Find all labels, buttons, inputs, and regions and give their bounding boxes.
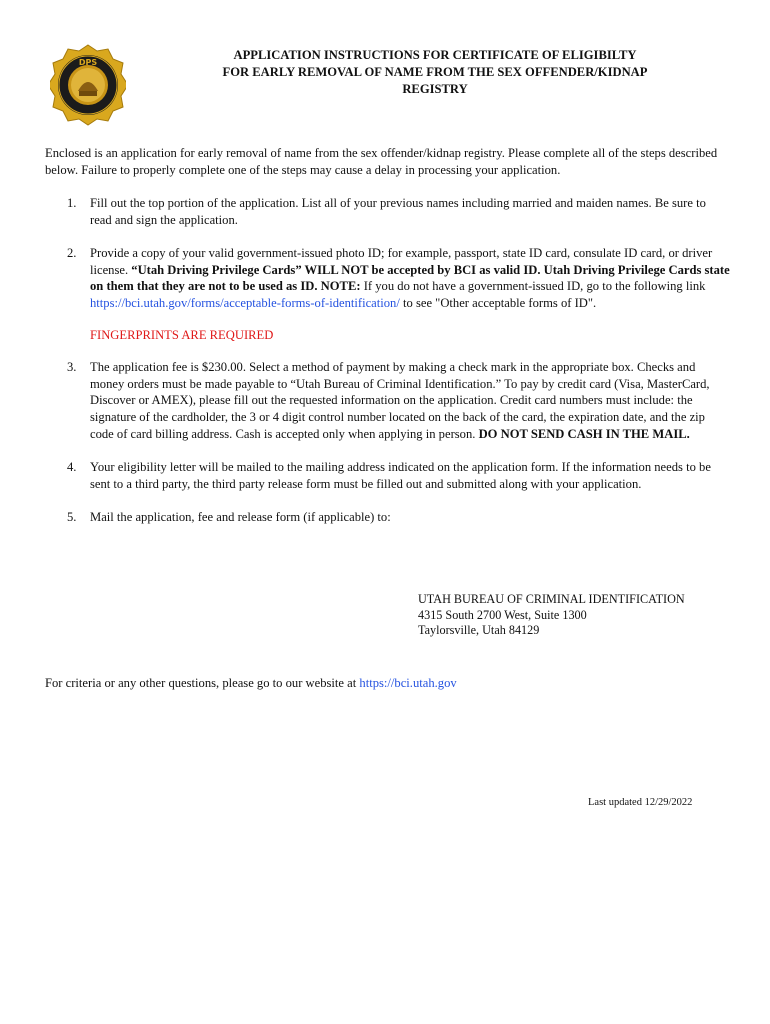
step-3 (45, 359, 730, 442)
address-line-3: Taylorsville, Utah 84129 (418, 623, 540, 637)
svg-text:DPS: DPS (78, 58, 98, 67)
questions-text: For criteria or any other questions, please go to our website at (45, 676, 360, 690)
step-1 (45, 195, 730, 228)
step-number: 4. (67, 460, 77, 475)
address-line-1: UTAH BUREAU OF CRIMINAL IDENTIFICATION (418, 592, 685, 606)
website-link[interactable]: https://bci.utah.gov (359, 676, 457, 690)
step-text: Fill out the top portion of the application. List all of your previous names including married and maiden names. Be sure to read and sign the application. (90, 196, 706, 227)
title-line-2: FOR EARLY REMOVAL OF NAME FROM THE SEX OFFENDER/KIDNAP (222, 65, 648, 79)
step-text: If you do not have a government-issued ID, go to the following link (360, 279, 706, 294)
step-4 (45, 459, 730, 492)
step-text: Your eligibility letter will be mailed to the mailing address indicated on the application form. If the information needs to be sent to a third party, the third party release form must be filled out and submitted along with your application. (90, 460, 711, 491)
mailing-address (418, 592, 685, 639)
title-line-3: REGISTRY (402, 82, 468, 96)
acceptable-id-link[interactable]: https://bci.utah.gov/forms/acceptable-forms-of-identification/ (90, 295, 400, 310)
step-2 (45, 245, 730, 311)
questions-line (45, 675, 457, 692)
address-line-2: 4315 South 2700 West, Suite 1300 (418, 607, 587, 622)
step-text: Mail the application, fee and release form (if applicable) to: (90, 510, 391, 525)
document-title (180, 47, 690, 98)
intro-paragraph: Enclosed is an application for early removal of name from the sex offender/kidnap registry. Please complete all of the steps described below. Failure to properly complete one of the steps may cause a delay in processing your application. (45, 146, 718, 177)
step-number: 5. (67, 510, 77, 525)
step-number: 2. (67, 246, 77, 261)
last-updated: Last updated 12/29/2022 (588, 797, 693, 808)
steps-list (45, 195, 730, 526)
cash-warning: DO NOT SEND CASH IN THE MAIL. (478, 426, 690, 441)
step-text: The application fee is $230.00. Select a method of payment by making a check mark in the appropriate box. Checks and money orders must be made payable to “Utah Bureau of Criminal Identification.” To pay by credit card (Visa, MasterCard, Discover or AMEX), please fill out the requested information on the application. Credit card numbers must include: the signature of the cardholder, the 3 or 4 digit control number located on the back of the card, the expiration date, and the zip code of card billing address. Cash is accepted only when applying in person. (90, 360, 710, 441)
step-text: to see "Other acceptable forms of ID". (399, 295, 597, 310)
title-line-1: APPLICATION INSTRUCTIONS FOR CERTIFICATE OF ELIGIBILTY (233, 48, 637, 62)
step-5 (45, 509, 730, 526)
step-text: Provide a copy of your valid government-issued photo ID; for example, passport, state ID card, consulate ID card, or driver license. (90, 246, 713, 277)
id-warning: “Utah Driving Privilege Cards” WILL NOT be accepted by BCI as valid ID. Utah Driving Privilege Cards state on them that they are not to be used as ID. NOTE: (90, 262, 730, 294)
dps-seal-logo (50, 44, 126, 126)
fingerprints-notice: FINGERPRINTS ARE REQUIRED (90, 327, 274, 342)
step-number: 1. (67, 196, 77, 210)
step-number: 3. (67, 360, 77, 375)
